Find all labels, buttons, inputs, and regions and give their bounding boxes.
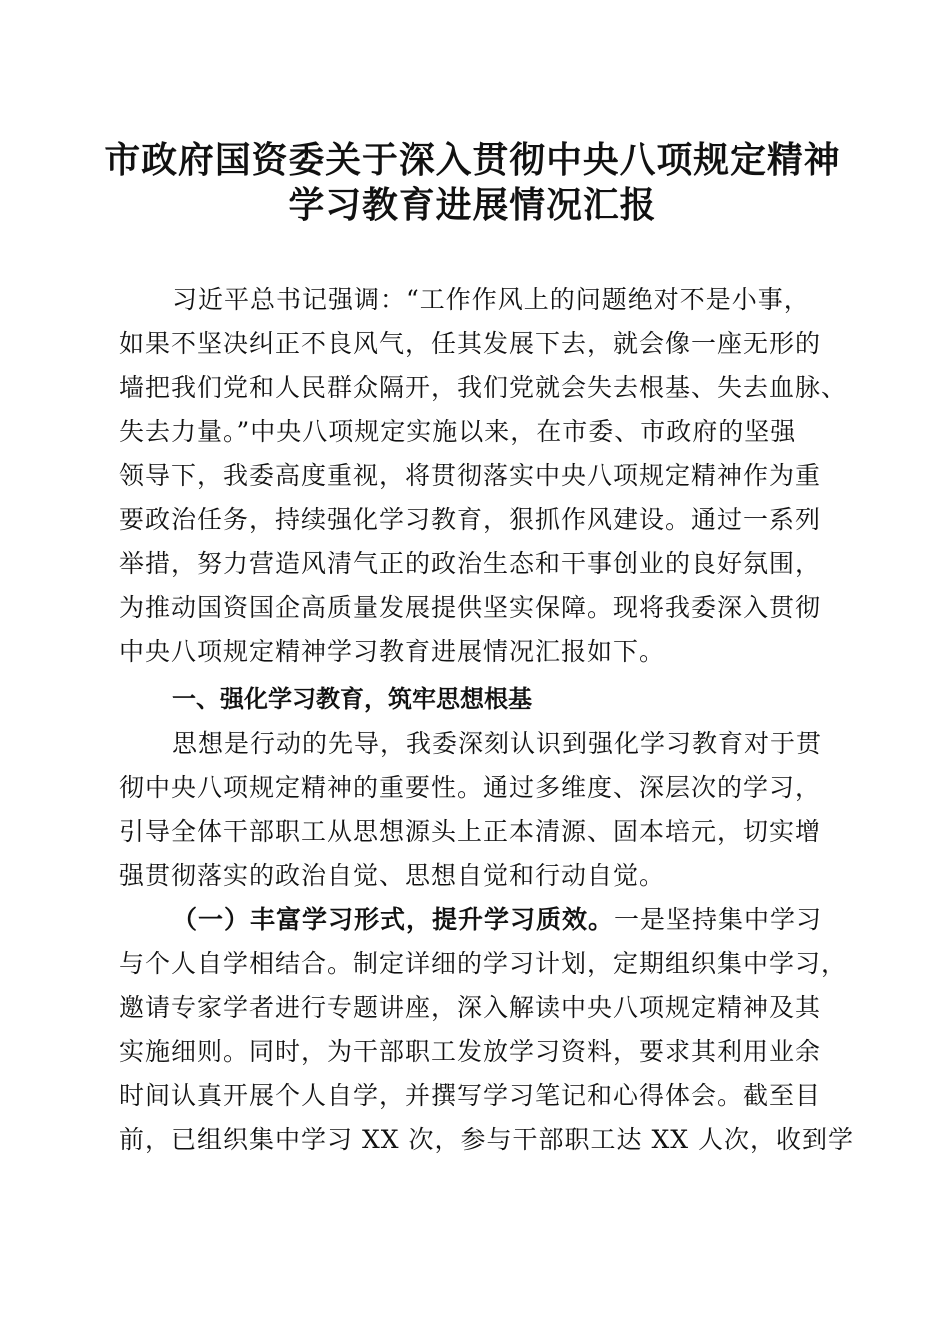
section-1-line-1: 思想是行动的先导，我委深刻认识到强化学习教育对于贯 xyxy=(172,729,823,758)
intro-line-2: 如果不坚决纠正不良风气，任其发展下去，就会像一座无形的 xyxy=(119,329,822,358)
section-1-line-3: 引导全体干部职工从思想源头上正本清源、固本培元，切实增 xyxy=(119,817,822,846)
intro-line-3: 墙把我们党和人民群众隔开，我们党就会失去根基、失去血脉、 xyxy=(119,373,848,402)
section-1-line-4: 强贯彻落实的政治自觉、思想自觉和行动自觉。 xyxy=(119,861,666,890)
subsection-1-line-5: 时间认真开展个人自学，并撰写学习笔记和心得体会。截至目 xyxy=(119,1081,822,1110)
intro-line-4: 失去力量。”中央八项规定实施以来，在市委、市政府的坚强 xyxy=(119,417,797,446)
intro-line-8: 为推动国资国企高质量发展提供坚实保障。现将我委深入贯彻 xyxy=(119,593,822,622)
intro-line-7: 举措，努力营造风清气正的政治生态和干事创业的良好氛围， xyxy=(119,549,822,578)
intro-line-6: 要政治任务，持续强化学习教育，狠抓作风建设。通过一系列 xyxy=(119,505,822,534)
intro-line-5: 领导下，我委高度重视，将贯彻落实中央八项规定精神作为重 xyxy=(119,461,822,490)
subsection-1-first-line-rest: 一是坚持集中学习 xyxy=(614,905,823,934)
intro-line-1: 习近平总书记强调：“工作作风上的问题绝对不是小事， xyxy=(172,285,810,314)
subsection-1-first-line xyxy=(172,903,822,937)
subsection-1-line-2: 与个人自学相结合。制定详细的学习计划，定期组织集中学习， xyxy=(119,949,848,978)
document-title-line-1: 市政府国资委关于深入贯彻中央八项规定精神 xyxy=(104,139,841,181)
section-1-line-2: 彻中央八项规定精神的重要性。通过多维度、深层次的学习， xyxy=(119,773,822,802)
intro-line-9: 中央八项规定精神学习教育进展情况汇报如下。 xyxy=(119,637,666,666)
subsection-1-line-3: 邀请专家学者进行专题讲座，深入解读中央八项规定精神及其 xyxy=(119,993,822,1022)
subsection-1-heading: （一）丰富学习形式，提升学习质效。 xyxy=(172,905,615,934)
subsection-1-line-4: 实施细则。同时，为干部职工发放学习资料，要求其利用业余 xyxy=(119,1037,822,1066)
document-title-line-2: 学习教育进展情况汇报 xyxy=(288,184,657,226)
section-1-heading: 一、强化学习教育，筑牢思想根基 xyxy=(172,685,532,713)
subsection-1-line-6: 前，已组织集中学习 XX 次，参与干部职工达 XX 人次，收到学 xyxy=(119,1125,854,1154)
